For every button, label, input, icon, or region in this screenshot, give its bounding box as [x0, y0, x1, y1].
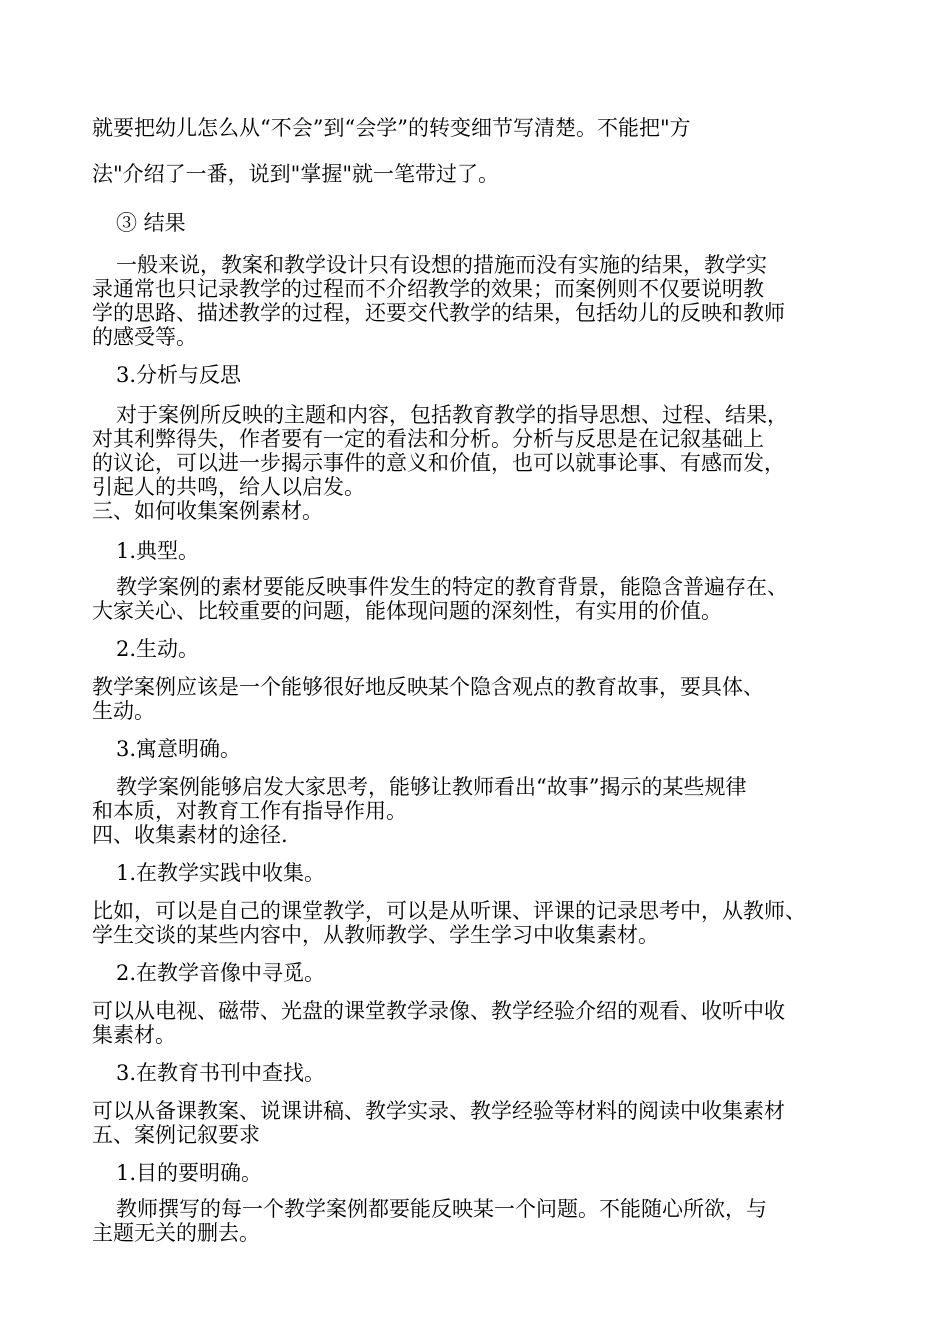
- text-line: 的议论，可以进一步揭示事件的意义和价值，也可以就事论事、有感而发，: [92, 451, 785, 475]
- text-line: 教学案例应该是一个能够很好地反映某个隐含观点的教育故事，要具体、: [92, 675, 764, 699]
- text-line: 可以从电视、磁带、光盘的课堂教学录像、教学经验介绍的观看、收听中收: [92, 999, 785, 1023]
- section-heading: 五、案例记叙要求: [92, 1123, 260, 1147]
- text-line: 可以从备课教案、说课讲稿、教学实录、教学经验等材料的阅读中收集素材: [92, 1099, 785, 1123]
- subsection-heading: ③ 结果: [116, 211, 186, 235]
- text-line: 主题无关的删去。: [92, 1221, 260, 1245]
- text-line: 教师撰写的每一个教学案例都要能反映某一个问题。不能随心所欲，与: [116, 1197, 767, 1221]
- text-line: 学的思路、描述教学的过程，还要交代教学的结果，包括幼儿的反映和教师: [92, 301, 785, 325]
- text-line: 教学案例的素材要能反映事件发生的特定的教育背景，能隐含普遍存在、: [116, 575, 788, 599]
- text-line: 比如，可以是自己的课堂教学，可以是从听课、评课的记录思考中，从教师、: [92, 899, 806, 923]
- subsection-heading: 1.典型。: [116, 539, 200, 563]
- section-heading: 四、收集素材的途径.: [92, 823, 288, 847]
- text-line: 和本质，对教育工作有指导作用。: [92, 799, 407, 823]
- text-line: 对其利弊得失，作者要有一定的看法和分析。分析与反思是在记叙基础上: [92, 427, 764, 451]
- text-line: 生动。: [92, 699, 155, 723]
- subsection-heading: 1.目的要明确。: [116, 1161, 263, 1185]
- text-line: 对于案例所反映的主题和内容，包括教育教学的指导思想、过程、结果，: [116, 403, 788, 427]
- text-line: 的感受等。: [92, 325, 197, 349]
- text-line: 录通常也只记录教学的过程而不介绍教学的效果；而案例则不仅要说明教: [92, 277, 764, 301]
- text-line: 法"介绍了一番，说到"掌握"就一笔带过了。: [92, 162, 499, 186]
- text-line: 引起人的共鸣，给人以启发。: [92, 475, 365, 499]
- section-heading: 三、如何收集案例素材。: [92, 499, 323, 523]
- text-line: 一般来说，教案和教学设计只有设想的措施而没有实施的结果，教学实: [116, 253, 767, 277]
- subsection-heading: 2.在教学音像中寻觅。: [116, 961, 326, 985]
- subsection-heading: 3.在教育书刊中查找。: [116, 1061, 326, 1085]
- text-line: 学生交谈的某些内容中，从教师教学、学生学习中收集素材。: [92, 923, 659, 947]
- text-line: 大家关心、比较重要的问题，能体现问题的深刻性，有实用的价值。: [92, 599, 722, 623]
- text-line: 教学案例能够启发大家思考，能够让教师看出“故事”揭示的某些规律: [116, 775, 747, 799]
- text-line: 集素材。: [92, 1023, 176, 1047]
- subsection-heading: 2.生动。: [116, 637, 200, 661]
- text-line: 就要把幼儿怎么从“不会”到“会学”的转变细节写清楚。不能把"方: [92, 116, 691, 140]
- subsection-heading: 1.在教学实践中收集。: [116, 861, 326, 885]
- subsection-heading: 3.分析与反思: [116, 363, 242, 387]
- subsection-heading: 3.寓意明确。: [116, 737, 242, 761]
